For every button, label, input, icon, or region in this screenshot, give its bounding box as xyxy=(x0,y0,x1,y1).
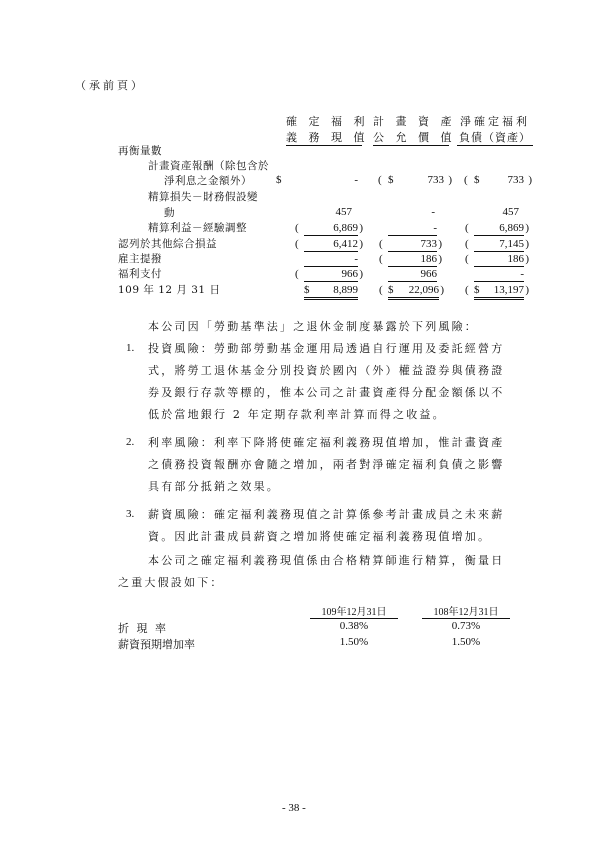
risk-intro: 本公司因「勞動基準法」之退休金制度暴露於下列風險： xyxy=(148,320,478,333)
risk-item xyxy=(148,504,504,548)
table-cell: ( 733 ) xyxy=(388,235,437,252)
row-label: 福利支付 xyxy=(118,268,162,280)
cell-value: 7,145 xyxy=(499,238,524,250)
cell-value: 966 xyxy=(341,268,358,280)
table-cell: ( 186 ) xyxy=(474,250,524,267)
cell-value: 22,096 xyxy=(408,284,439,296)
assumption-value: 1.50% xyxy=(451,636,481,648)
currency-sign: $ xyxy=(388,174,394,186)
table-cell xyxy=(388,265,437,282)
col-header-line: 計 畫 資 產 xyxy=(373,115,456,128)
assumption-value: 0.73% xyxy=(451,620,481,632)
col-header-line: 淨確定福利 xyxy=(460,115,530,128)
table-cell xyxy=(276,171,358,187)
col-header-line: 確 定 福 利 xyxy=(286,115,369,128)
table-cell: ( $ 22,096 ) xyxy=(388,281,439,300)
actuarial-note-line1: 本公司之確定福利義務現值係由合格精算師進行精算，衡量日 xyxy=(148,554,505,567)
table-cell: ( 966 ) xyxy=(304,265,358,282)
assumption-label: 薪資預期增加率 xyxy=(118,638,195,651)
table-cell xyxy=(304,281,358,300)
cell-value: 186 xyxy=(507,253,524,265)
cell-value: 457 xyxy=(335,206,352,218)
assumption-label: 折 現 率 xyxy=(118,622,168,635)
col-header-line: 公 允 價 值 xyxy=(373,131,456,144)
currency-sign: $ xyxy=(388,284,394,296)
table-cell: ( 6,869 ) xyxy=(474,219,524,236)
cell-value: 6,869 xyxy=(333,222,358,234)
cell-value: 186 xyxy=(420,253,437,265)
table-cell: ( 7,145 ) xyxy=(474,235,524,252)
risk-item xyxy=(148,432,504,498)
continued-note: （承前頁） xyxy=(75,79,145,92)
actuarial-note-line2: 之重大假設如下： xyxy=(118,576,224,589)
risk-line: 薪資風險：確定福利義務現值之計算係參考計畫成員之未來薪 xyxy=(148,508,505,521)
cell-value: - xyxy=(520,268,524,280)
cell-value: - xyxy=(431,206,435,218)
cell-value: 13,197 xyxy=(493,284,524,296)
assumption-value: 0.38% xyxy=(339,620,369,632)
table-cell xyxy=(474,203,519,219)
page-number: - 38 - xyxy=(282,802,306,814)
risk-item xyxy=(148,338,504,426)
col-header-plan-assets xyxy=(373,113,456,146)
table-cell xyxy=(388,203,435,219)
cell-value: - xyxy=(433,222,437,234)
table-cell xyxy=(474,265,524,282)
table-cell xyxy=(388,219,437,236)
row-label: 109 年 12 月 31 日 xyxy=(118,284,221,296)
row-label: 再衡量數 xyxy=(118,145,162,157)
col-header-line: 負債（資產） xyxy=(459,131,531,144)
currency-sign: $ xyxy=(276,174,282,186)
cell-value: 8,899 xyxy=(333,284,358,296)
row-label: 認列於其他綜合損益 xyxy=(118,238,217,250)
cell-value: - xyxy=(354,174,358,186)
cell-value: - xyxy=(354,253,358,265)
cell-value: 966 xyxy=(420,268,437,280)
table-cell xyxy=(298,203,352,219)
risk-line: 券及銀行存款等標的，惟本公司之計畫資產得分配金額係以不 xyxy=(148,386,505,399)
table-cell: ( $ 733 ) xyxy=(464,174,532,186)
risk-line: 資。因此計畫成員薪資之增加將使確定福利義務現值增加。 xyxy=(148,530,492,543)
cell-value: 733 xyxy=(420,238,437,250)
cell-value: 457 xyxy=(502,206,519,218)
risk-line: 式，將勞工退休基金分別投資於國內（外）權益證券與債務證 xyxy=(148,364,505,377)
table-cell: ( 186 ) xyxy=(388,250,437,267)
currency-sign: $ xyxy=(474,174,480,186)
row-label: 精算損失－財務假設變 xyxy=(148,191,258,203)
assumption-header: 109年12月31日 xyxy=(310,603,398,619)
table-cell: ( 6,869 ) xyxy=(304,219,358,236)
assumption-value: 1.50% xyxy=(339,636,369,648)
risk-line: 之債務投資報酬亦會隨之增加，兩者對淨確定福利負債之影響 xyxy=(148,458,505,471)
row-label: 動 xyxy=(164,207,175,219)
currency-sign: $ xyxy=(304,284,310,296)
col-header-net-liability xyxy=(457,113,533,146)
risk-number: 2. xyxy=(126,436,135,448)
risk-line: 利率風險：利率下降將使確定福利義務現值增加，惟計畫資產 xyxy=(148,436,505,449)
risk-line: 具有部分抵銷之效果。 xyxy=(148,480,280,493)
row-label: 淨利息之金額外） xyxy=(164,175,252,187)
table-cell: ( 6,412 ) xyxy=(304,235,358,252)
risk-number: 3. xyxy=(126,508,135,520)
col-header-line: 義 務 現 值 xyxy=(286,131,369,144)
col-header-dbo xyxy=(286,113,369,146)
risk-number: 1. xyxy=(126,342,135,354)
cell-value: 6,412 xyxy=(333,238,358,250)
row-label: 計畫資產報酬（除包含於 xyxy=(148,160,269,172)
cell-value: 733 xyxy=(507,174,524,186)
assumption-header: 108年12月31日 xyxy=(422,603,510,619)
cell-value: 6,869 xyxy=(499,222,524,234)
table-cell: ( $ 13,197 ) xyxy=(474,281,524,300)
currency-sign: $ xyxy=(474,284,480,296)
risk-line: 投資風險：勞動部勞動基金運用局透過自行運用及委託經營方 xyxy=(148,342,505,355)
cell-value: 733 xyxy=(427,174,444,186)
row-label: 精算利益－經驗調整 xyxy=(148,222,247,234)
row-label: 雇主提撥 xyxy=(118,253,162,265)
risk-line: 低於當地銀行 2 年定期存款利率計算而得之收益。 xyxy=(148,408,446,421)
table-cell: ( $ 733 ) xyxy=(378,174,452,186)
